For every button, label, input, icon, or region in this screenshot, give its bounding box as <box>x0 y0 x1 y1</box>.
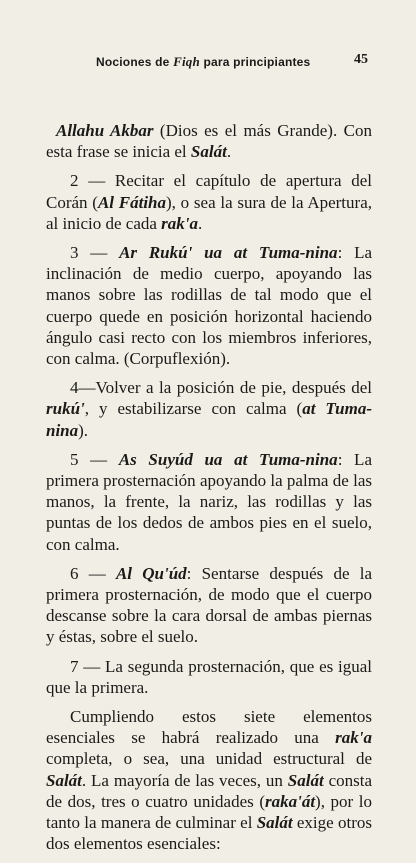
paragraph <box>46 242 372 369</box>
text-run: 7 — La segunda prosternación, que es igual que la primera. <box>46 656 372 697</box>
running-title-pre: Nociones de <box>96 55 174 69</box>
paragraph <box>46 377 372 441</box>
text-run: . La mayoría de las veces, un <box>81 770 288 790</box>
term-bold-italic: Salát <box>190 142 227 162</box>
paragraph <box>46 656 372 698</box>
running-title-em: Fiqh <box>173 54 200 69</box>
term-bold-italic: rukú' <box>46 399 85 419</box>
running-title-post: para principiantes <box>199 55 311 69</box>
text-run: . <box>226 142 232 162</box>
text-run: 6 — <box>70 563 116 583</box>
paragraph <box>46 563 372 648</box>
text-run: ), por lo tanto la manera de culminar el <box>46 791 372 833</box>
term-bold-italic: rak'a <box>161 213 199 233</box>
term-bold-italic: rak'a <box>335 728 372 748</box>
paragraph <box>46 170 372 234</box>
text-run: completa, o sea, una unidad estructural de <box>46 749 372 769</box>
text-run: consta de dos, tres o cuatro unidades ( <box>46 770 372 811</box>
term-bold-italic: Allahu Akbar <box>56 121 154 140</box>
text-run: 3 — <box>70 243 120 263</box>
text-run: : La primera prosternación apoyando la palma de las manos, la frente, la nariz, las rodillas y las puntas de los dedos de ambos pies en el suelo, con calma. <box>46 449 372 554</box>
text-run: . <box>198 213 203 233</box>
paragraph <box>46 449 372 555</box>
text-run: exige otros dos elementos esenciales: <box>46 813 372 854</box>
text-run: ), o sea la sura de la Apertura, al inicio de cada <box>46 192 372 233</box>
text-run: : La inclinación de medio cuerpo, apoyando las manos sobre las rodillas de tal modo que el cuerpo quede en posición horizontal haciendo ángulo casi recto con los miembros inferiores, con calma. (Corpuflexión). <box>46 243 373 369</box>
term-bold-italic: As Suyúd ua at Tuma-nina <box>118 449 338 469</box>
term-bold-italic: Salát <box>256 813 293 833</box>
text-run: 2 — Recitar el capítulo de apertura del Corán ( <box>46 171 372 212</box>
term-bold-italic: Salát <box>46 770 82 790</box>
paragraph <box>46 706 372 854</box>
text-run: (Dios es el más Grande). Con esta frase se inicia el <box>46 121 372 162</box>
term-bold-italic: Ar Rukú' ua at Tuma-nina <box>119 243 338 263</box>
term-bold-italic: raka'át <box>264 791 316 811</box>
text-run: ). <box>78 420 89 440</box>
term-bold-italic: Al Fátiha <box>97 192 167 212</box>
text-run: Cumpliendo estos siete elementos esenciales se habrá realizado una <box>46 707 372 748</box>
text-run: : Sentarse después de la primera prosternación, de modo que el cuerpo descanse sobre la cara dorsal de ambas piernas y éstas, sobre el suelo. <box>46 563 372 647</box>
term-bold-italic: at Tuma-nina <box>46 399 372 440</box>
term-bold-italic: Al Qu'úd <box>115 563 187 583</box>
term-bold-italic: Salát <box>287 770 324 790</box>
text-run: , y estabilizarse con calma ( <box>84 399 303 419</box>
paragraph <box>46 120 372 162</box>
running-title <box>96 54 310 70</box>
body-text <box>46 120 372 863</box>
page-header <box>0 52 416 72</box>
page-number: 45 <box>354 52 368 67</box>
text-run: 4—Volver a la posición de pie, después del <box>70 378 372 398</box>
text-run: 5 — <box>70 449 119 469</box>
